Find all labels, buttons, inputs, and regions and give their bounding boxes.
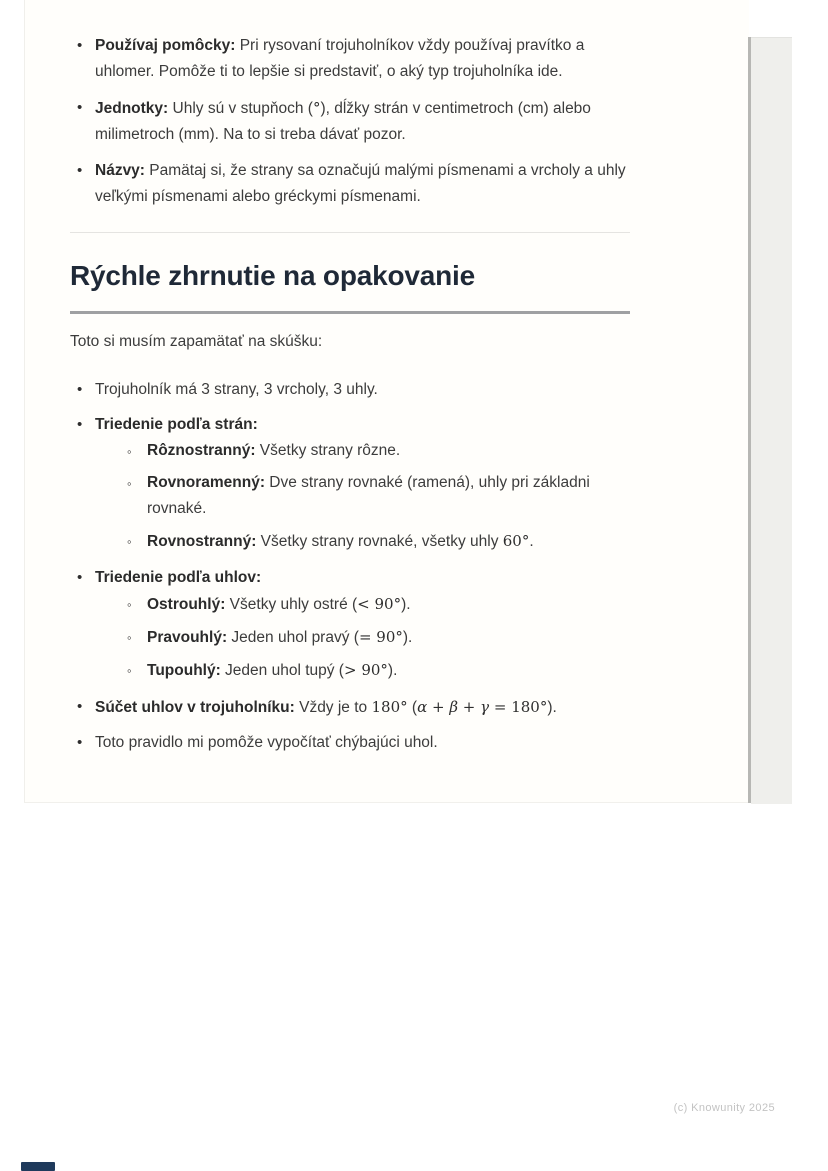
body-text: ). [547, 699, 557, 716]
math-text: = 180° [489, 698, 548, 716]
body-text: Pri rysovaní trojuholníkov vždy používaj pravítko a uhlomer. Pomôže ti to lepšie si predstaviť, o aký typ trojuholníka ide. [95, 37, 585, 80]
bold-text: Súčet uhlov v trojuholníku: [95, 699, 295, 716]
list-item [70, 95, 630, 148]
math-text: γ [480, 698, 490, 716]
math-text: α [417, 698, 428, 716]
list-item [70, 730, 630, 756]
list-item-text [95, 37, 584, 80]
intro-text: Toto si musím zapamätať na skúšku: [70, 333, 323, 350]
list-item [70, 377, 630, 403]
list-item-text [95, 569, 261, 586]
body-text: ( [407, 699, 418, 716]
list-item-text [95, 162, 626, 205]
list-item [122, 657, 630, 684]
sub-list [122, 591, 630, 684]
body-text: Toto pravidlo mi pomôže vypočítať chýbajúci uhol. [95, 734, 438, 751]
list-item-text [147, 662, 397, 679]
list-item-text [147, 533, 534, 550]
bullet-icon: ◦ [127, 630, 132, 645]
summary-list [70, 377, 630, 756]
body-text: Všetky strany rôzne. [255, 442, 401, 459]
math-text: + [458, 698, 481, 716]
list-item-text [95, 699, 557, 716]
list-item [70, 694, 630, 721]
bold-text: Jednotky: [95, 100, 169, 117]
list-item-text [147, 442, 400, 459]
body-text: ). [402, 629, 413, 646]
body-text: ). [387, 662, 398, 679]
body-text: Trojuholník má 3 strany, 3 vrcholy, 3 uhly. [95, 381, 378, 398]
heading-underline [70, 311, 630, 314]
math-text: 180° [371, 698, 408, 716]
body-text: . [529, 533, 534, 550]
body-text: Jeden uhol tupý ( [220, 662, 344, 679]
bold-text: Používaj pomôcky: [95, 37, 236, 54]
bullet-icon: • [77, 569, 83, 586]
bullet-icon: ◦ [127, 663, 132, 678]
bold-text: Triedenie podľa strán: [95, 416, 258, 433]
bullet-icon: ◦ [127, 597, 132, 612]
list-item [122, 470, 630, 522]
body-text: Pamätaj si, že strany sa označujú malými písmenami a vrcholy a uhly veľkými písmenami alebo gréckymi písmenami. [95, 162, 626, 205]
list-item-text [147, 629, 412, 646]
list-item [122, 591, 630, 618]
body-text: Všetky uhly ostré ( [225, 596, 358, 613]
bold-text: Rôznostranný: [147, 442, 256, 459]
section-divider [70, 232, 630, 233]
bold-text: Pravouhlý: [147, 629, 228, 646]
list-item-text [147, 474, 590, 517]
footer-credit: (c) Knowunity 2025 [673, 1102, 775, 1114]
body-text: ). [401, 596, 411, 613]
page-title: Rýchle zhrnutie na opakovanie [70, 260, 475, 291]
bullet-icon: • [77, 734, 83, 751]
body-text: Jeden uhol pravý ( [227, 629, 359, 646]
list-item-text [95, 734, 438, 751]
math-text: 60° [502, 532, 530, 550]
sub-list [122, 438, 630, 555]
bullet-icon: • [77, 162, 83, 179]
math-text: < 90° [357, 595, 402, 613]
body-text: Všetky strany rovnaké, všetky uhly [256, 533, 503, 550]
body-text: ), dĺžky strán v centimetroch (cm) alebo milimetroch (mm). Na to si treba dávať pozor. [95, 100, 591, 143]
tips-list [70, 0, 630, 210]
bullet-icon: ◦ [127, 476, 132, 491]
body-text: Dve strany rovnaké (ramená), uhly pri základni rovnaké. [147, 474, 590, 517]
bullet-icon: • [77, 37, 83, 54]
list-item [122, 624, 630, 651]
list-item [70, 412, 630, 555]
body-text: Vždy je to [294, 699, 372, 716]
list-item [122, 528, 630, 555]
list-item-text [95, 416, 258, 433]
math-text: β [449, 698, 459, 716]
page-indicator-bar [21, 1162, 55, 1171]
math-text: + [427, 698, 450, 716]
bullet-icon: ◦ [127, 444, 132, 459]
bold-text: Rovnoramenný: [147, 474, 265, 491]
bold-text: Tupouhlý: [147, 662, 221, 679]
bold-text: Ostrouhlý: [147, 596, 226, 613]
list-item [70, 158, 630, 210]
bullet-icon: • [77, 698, 83, 715]
math-text: > 90° [343, 661, 388, 679]
math-text: ° [312, 99, 321, 117]
bullet-icon: • [77, 416, 83, 433]
list-item-text [95, 100, 591, 143]
bullet-icon: ◦ [127, 534, 132, 549]
list-item-text [95, 381, 378, 398]
list-item-text [147, 596, 411, 613]
bold-text: Rovnostranný: [147, 533, 257, 550]
page-margin-strip [751, 37, 792, 804]
list-item [122, 438, 630, 464]
document-content [70, 0, 630, 756]
math-text: = 90° [358, 628, 403, 646]
list-item [70, 565, 630, 684]
bullet-icon: • [77, 99, 83, 116]
bold-text: Triedenie podľa uhlov: [95, 569, 262, 586]
body-text: Uhly sú v stupňoch ( [168, 100, 313, 117]
bold-text: Názvy: [95, 162, 145, 179]
list-item [70, 33, 630, 85]
bullet-icon: • [77, 381, 83, 398]
